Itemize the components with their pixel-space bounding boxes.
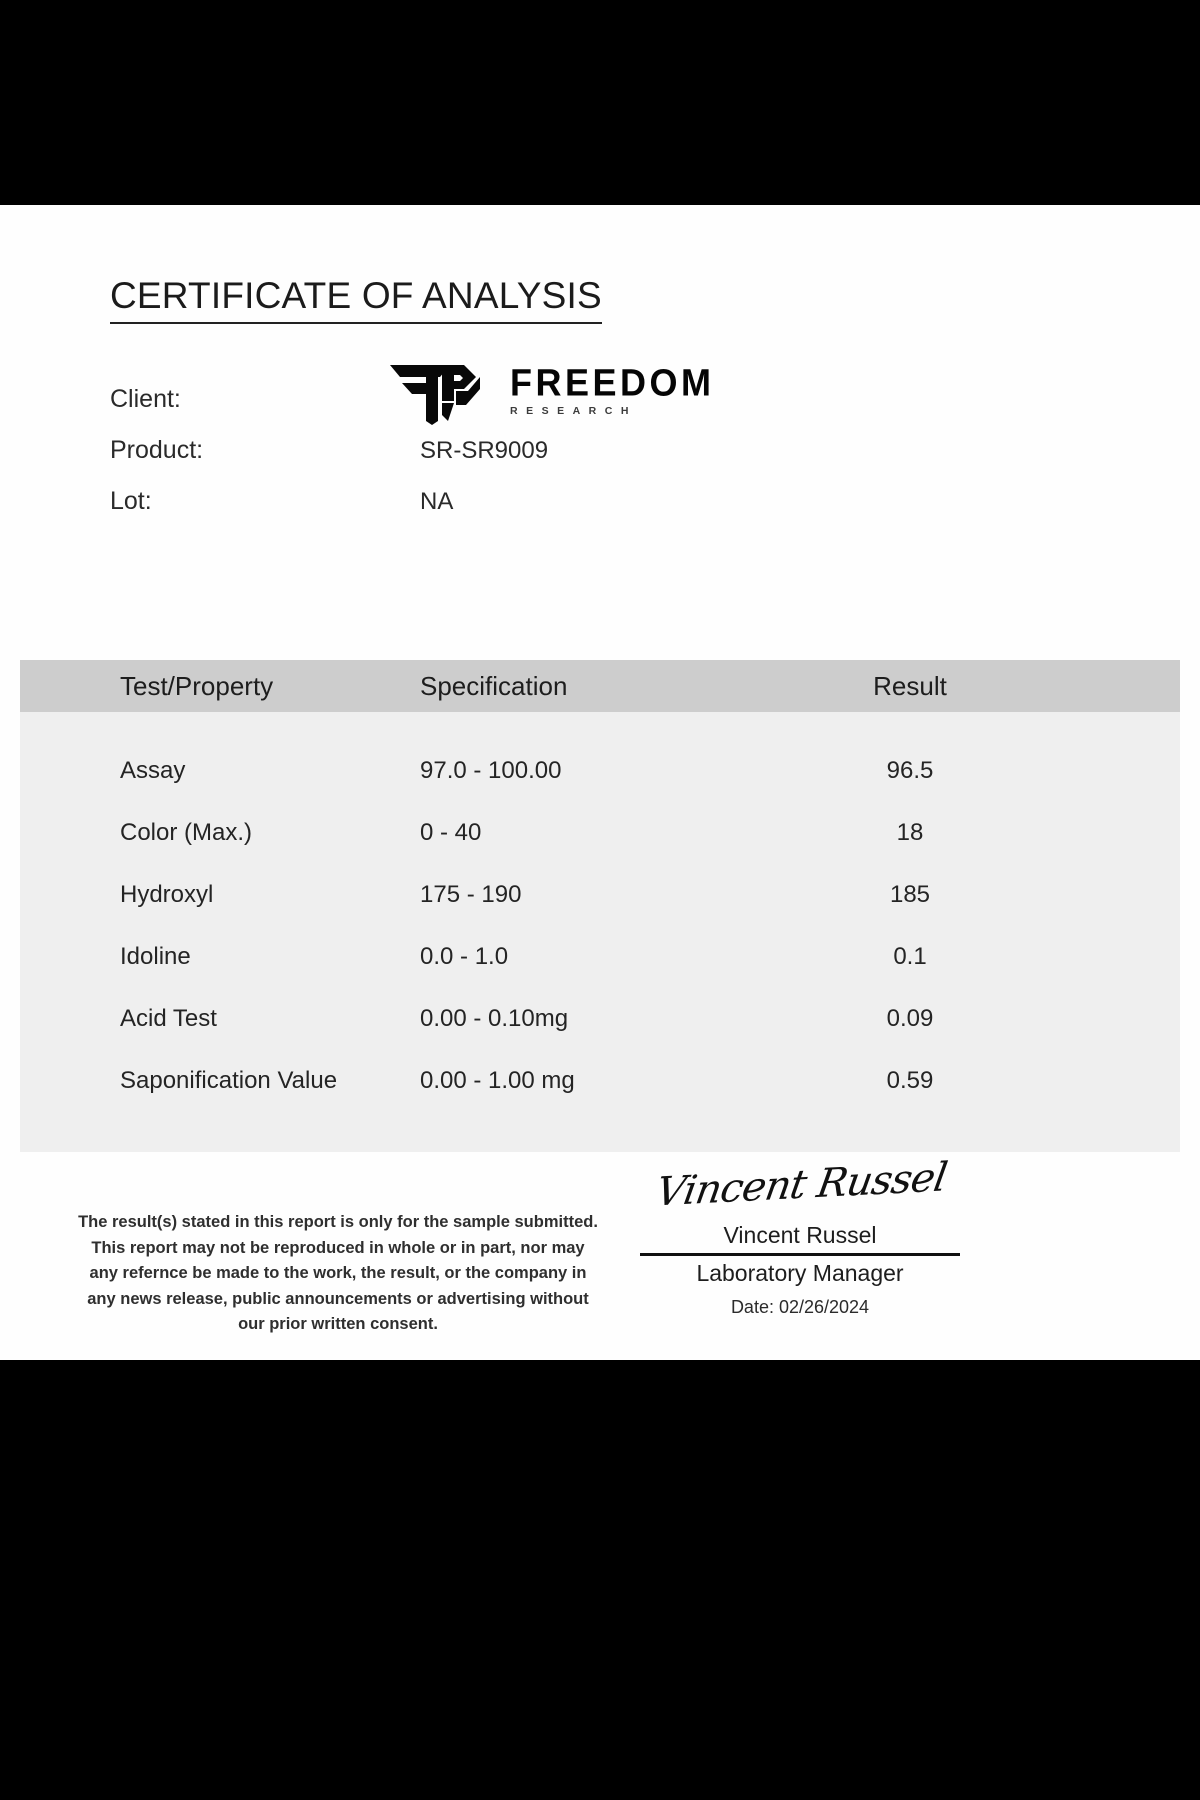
page-title: CERTIFICATE OF ANALYSIS [110, 275, 602, 324]
signature-date: Date: 02/26/2024 [730, 1296, 870, 1317]
meta-row-client [110, 385, 1090, 436]
cell-specification: 97.0 - 100.00 [420, 757, 562, 784]
cell-test: Acid Test [120, 1005, 217, 1032]
document-meta [110, 385, 1090, 538]
cell-result: 0.1 [893, 943, 927, 970]
certificate-page [0, 205, 1200, 1360]
column-header-result: Result [873, 670, 947, 701]
cell-result: 96.5 [886, 757, 934, 784]
cell-result: 185 [889, 881, 931, 908]
cell-specification: 0.00 - 0.10mg [420, 1005, 569, 1032]
signature-block [640, 1154, 960, 1318]
cell-test: Assay [120, 757, 186, 784]
column-header-specification: Specification [420, 670, 568, 701]
handwritten-signature: Vincent Russel [652, 1154, 950, 1216]
brand-tagline: RESEARCH [510, 405, 637, 418]
cell-specification: 0.0 - 1.0 [420, 943, 509, 970]
disclaimer-text: The result(s) stated in this report is only for the sample submitted. This report may not be reproduced in whole or in part, nor may any refernce be made to the work, the result, or the company in any news release, public announcements or advertising without our prior written consent. [78, 1213, 598, 1334]
letterbox-top-bar [0, 0, 1200, 205]
meta-row-product [110, 436, 1090, 487]
cell-specification: 0 - 40 [420, 819, 482, 846]
cell-test: Saponification Value [120, 1067, 338, 1094]
table-row [20, 864, 1180, 926]
product-label: Product: [110, 436, 204, 464]
table-row [20, 926, 1180, 988]
lot-value: NA [420, 488, 454, 515]
table-header-row [20, 660, 1180, 712]
cell-test: Color (Max.) [120, 819, 253, 846]
signatory-name: Vincent Russel [640, 1221, 960, 1256]
table-row [20, 988, 1180, 1050]
meta-row-lot [110, 487, 1090, 538]
cell-test: Idoline [120, 943, 191, 970]
table-row [20, 740, 1180, 802]
client-label: Client: [110, 385, 181, 413]
cell-result: 0.09 [886, 1005, 934, 1032]
results-table [20, 660, 1180, 1152]
lot-label: Lot: [110, 487, 152, 515]
cell-result: 0.59 [886, 1067, 934, 1094]
letterbox-bottom-bar [0, 1360, 1200, 1800]
brand-name: FREEDOM [510, 361, 715, 405]
cell-test: Hydroxyl [120, 881, 214, 908]
signatory-title: Laboratory Manager [696, 1259, 904, 1286]
table-body [20, 712, 1180, 1152]
table-row [20, 1050, 1180, 1112]
cell-specification: 175 - 190 [420, 881, 522, 908]
cell-result: 18 [896, 819, 924, 846]
cell-specification: 0.00 - 1.00 mg [420, 1067, 575, 1094]
column-header-test: Test/Property [120, 670, 274, 701]
product-value: SR-SR9009 [420, 437, 549, 464]
table-row [20, 802, 1180, 864]
